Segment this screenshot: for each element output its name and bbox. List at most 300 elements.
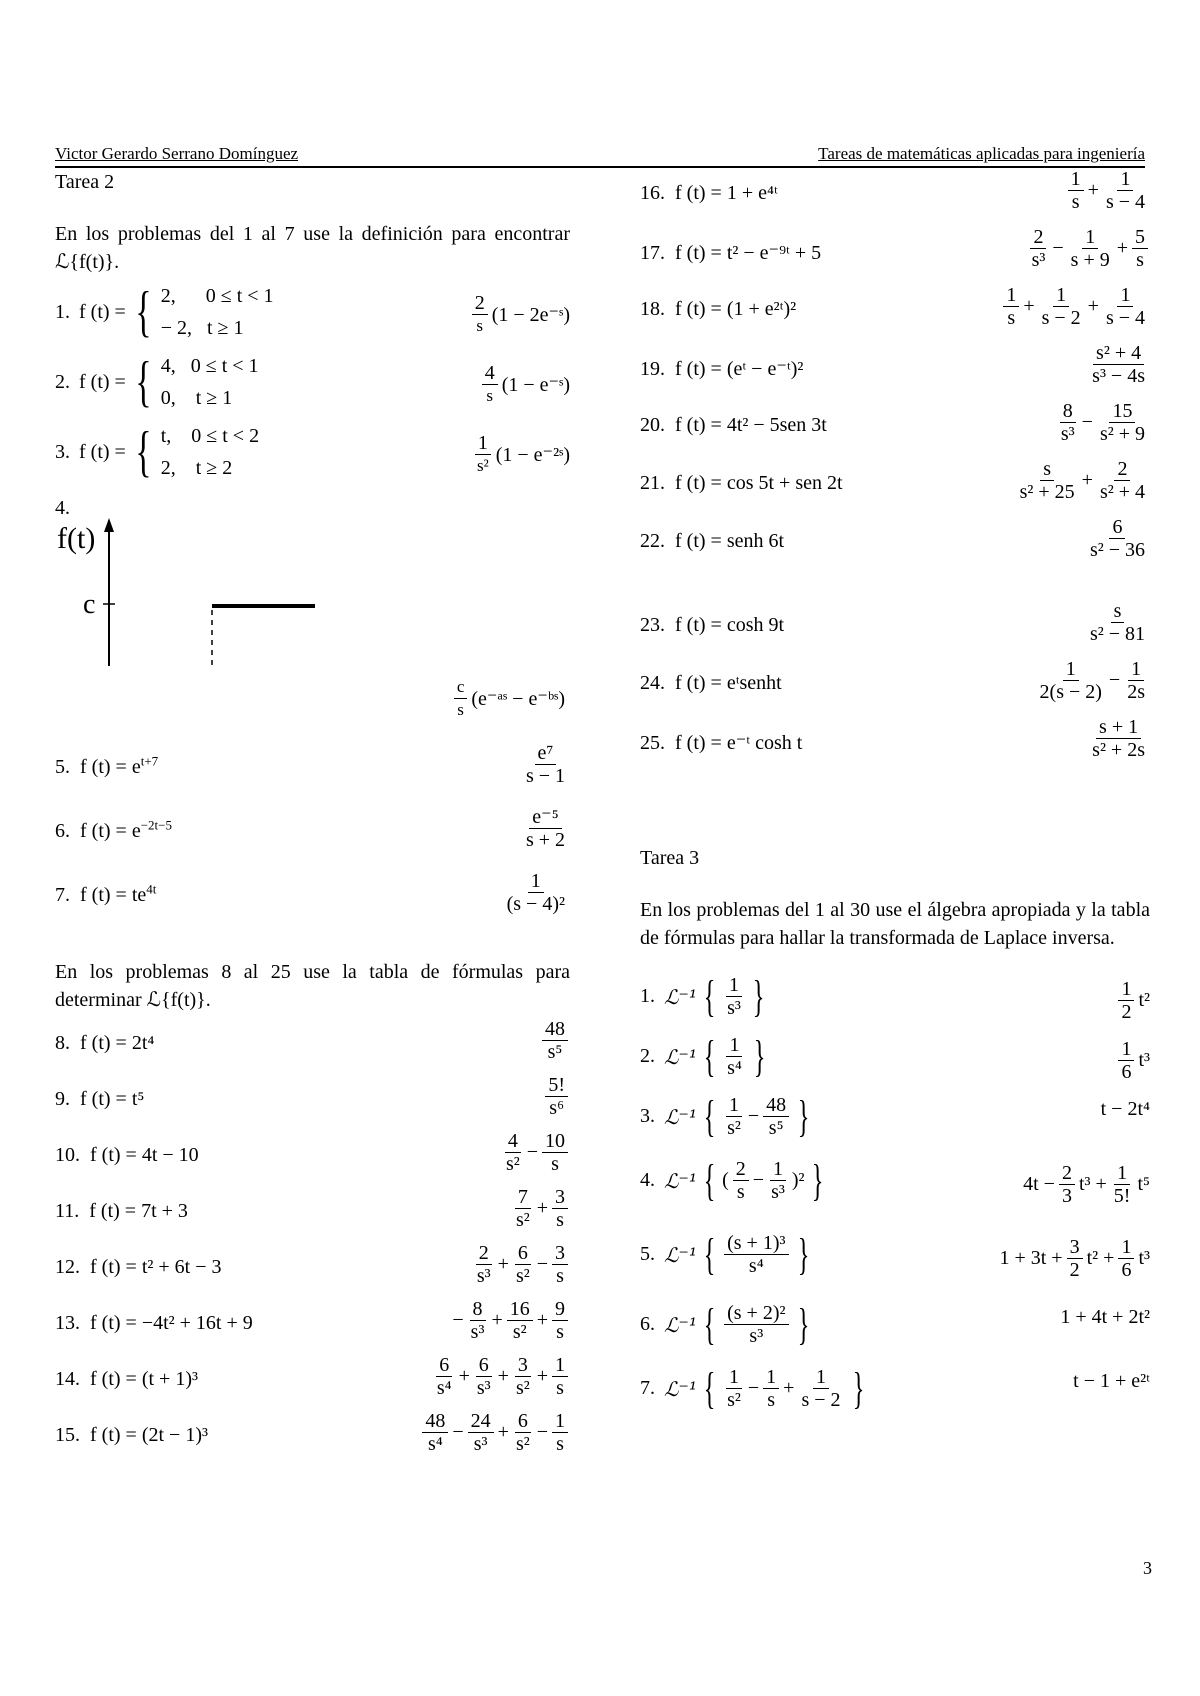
problem-label [640,1091,814,1141]
ans-num: 1 [528,870,544,893]
problem-label [640,672,782,695]
denominator: 2 [1121,1001,1132,1023]
numerator: s [1111,600,1125,623]
fraction [468,1410,494,1455]
inverse-problem-q1 [640,971,1150,1034]
numerator: 5! [545,1074,568,1097]
numerator: 24 [468,1410,494,1433]
numerator: 4 [505,1130,521,1153]
problem-label [640,1229,814,1279]
graph-ylabel: f(t) [57,522,96,555]
numerator: 1 [1063,658,1079,681]
inverse-problem-q3 [640,1091,1150,1154]
ans-den: s − 1 [525,765,565,787]
num: 11. [55,1200,80,1222]
fraction [724,1094,744,1139]
fraction [513,1354,533,1399]
answer [511,1186,570,1231]
operator: − [536,1421,548,1443]
operator: )² [791,1169,805,1191]
answer [452,1298,570,1343]
problem-p22 [640,516,1150,572]
lhs: f (t) = [79,300,126,323]
fraction [724,974,744,1019]
course-title: Tareas de matemáticas aplicadas para ingeniería [818,144,1145,163]
numerator: 2 [1114,458,1130,481]
numerator: 1 [552,1410,568,1433]
problem-label [55,1088,144,1111]
answer [1023,1162,1150,1207]
function: f (t) = (t + 1)³ [90,1368,198,1390]
left-brace: { [703,1229,716,1279]
numerator: 6 [515,1410,531,1433]
problem-label [55,1032,154,1055]
fraction [798,1366,843,1411]
inverse-problem-q2 [640,1031,1150,1094]
answer [480,362,570,407]
ans-num: 2 [472,292,488,315]
denominator: s² [515,1377,530,1399]
problem-p16 [640,168,1150,224]
numerator: 2 [733,1158,749,1181]
numerator: 1 [1128,658,1144,681]
inner-expression [722,1158,804,1203]
problem-label [55,1424,208,1447]
operator: − [452,1309,464,1331]
fraction [1087,600,1148,645]
graph-clabel: c [83,589,96,620]
operator: + [497,1421,509,1443]
operator: + [1081,469,1093,491]
author-name: Victor Gerardo Serrano Domínguez [55,144,299,163]
num: 24. [640,672,665,694]
ans-num: 1 [475,432,491,455]
denominator: s² − 36 [1089,539,1145,561]
problem-label [640,1363,869,1413]
denominator: 6 [1121,1259,1132,1281]
num: 10. [55,1144,80,1166]
problem-6 [55,806,570,866]
num: 6. [55,820,70,842]
denominator: s⁴ [727,1057,742,1079]
fraction [733,1158,749,1203]
answer [1027,226,1150,271]
case-2: 0, t ≥ 1 [160,387,233,409]
denominator: s² [727,1117,741,1139]
operator: − [752,1169,765,1191]
num: 5. [640,1243,655,1265]
denominator: 6 [1121,1061,1132,1083]
inverse-problem-q5 [640,1229,1150,1292]
fraction [768,1158,788,1203]
num: 18. [640,298,665,320]
answer [1056,400,1150,445]
left-brace: { [703,1031,716,1081]
problem-p12 [55,1242,570,1298]
inverse-problem-q7 [640,1363,1150,1426]
problem-label [640,614,784,637]
denominator: s² [505,1153,520,1175]
left-column [55,168,570,1528]
fraction [724,1034,745,1079]
problem-label [640,356,803,381]
num: 12. [55,1256,80,1278]
inner-expression [722,974,746,1019]
left-brace: { [703,1091,716,1141]
term: t³ [1138,1049,1150,1071]
inverse-laplace-operator: ℒ⁻¹ [664,1044,697,1069]
problem-label [640,530,784,553]
fraction [513,1186,533,1231]
brace: { [135,351,152,413]
inverse-problem-q6 [640,1299,1150,1362]
ans-num: c [454,676,468,699]
numerator: 1 [552,1354,568,1377]
case-1: t, 0 ≤ t < 2 [160,425,260,447]
inverse-laplace-operator: ℒ⁻¹ [664,1242,697,1267]
fraction [552,1298,568,1343]
fraction [1058,400,1078,445]
numerator: 3 [515,1354,531,1377]
numerator: 48 [422,1410,448,1433]
function: f (t) = 4t² − 5sen 3t [675,414,827,436]
denominator: s + 9 [1070,249,1110,271]
operator: + [497,1253,509,1275]
operator: + [1023,295,1035,317]
denominator: s [556,1377,564,1399]
left-brace: { [703,1155,716,1205]
fraction [1039,284,1084,329]
problem-label [55,1144,199,1167]
step-function-graph [55,516,355,676]
fraction [468,1298,488,1343]
fraction [1003,284,1019,329]
denominator: 2(s − 2) [1039,681,1102,703]
answer [1101,1098,1150,1121]
right-brace: } [797,1299,809,1349]
numerator: 1 [1117,168,1133,191]
numerator: 1 [1118,1236,1134,1259]
answer [1085,600,1150,645]
fraction [1118,978,1134,1023]
inverse-laplace-operator: ℒ⁻¹ [664,1376,697,1401]
problem-5 [55,742,570,802]
case-1: 2, 0 ≤ t < 1 [160,285,274,307]
numerator: 2 [1059,1162,1075,1185]
denominator: s⁵ [768,1117,784,1139]
operator: + [1087,295,1099,317]
numerator: 2 [476,1242,492,1265]
left-brace: { [703,1299,716,1349]
numerator: 1 [813,1366,829,1389]
problem-p8 [55,1018,570,1074]
function: f (t) = eᵗsenht [675,672,782,694]
numerator: 1 [1082,226,1098,249]
problem-label [640,298,796,321]
fraction [474,1242,494,1287]
function: f (t) = 1 + e⁴ᵗ [675,182,778,204]
problem-label [55,1368,198,1391]
denominator: s [767,1389,776,1411]
numerator: (s + 2)² [724,1302,788,1325]
denominator: s [556,1433,564,1455]
case-2: − 2, t ≥ 1 [160,317,244,339]
answer [540,1018,570,1063]
function: f (t) = −4t² + 16t + 9 [90,1312,253,1334]
fraction [1068,168,1084,213]
fraction [1103,168,1148,213]
intro-tarea3: En los problemas del 1 al 30 use el álgebra apropiada y la tabla de fórmulas para hallar la transformada de Laplace inversa. [640,899,1150,949]
exp: 4t [146,881,157,897]
fraction [1132,226,1148,271]
fraction [1068,226,1113,271]
case-2: 2, t ≥ 2 [160,457,233,479]
inner-expression [722,1034,747,1079]
ans-rest: (1 − 2e⁻ˢ) [491,304,570,326]
left-brace: { [703,1363,716,1413]
numerator: 7 [515,1186,531,1209]
num: 19. [640,358,665,380]
cases [161,350,259,414]
numerator: 1 [1053,284,1069,307]
problem-label [55,1256,221,1279]
denominator: 2s [1127,681,1145,703]
problem-p18 [640,284,1150,340]
denominator: s − 2 [1041,307,1081,329]
numerator: 6 [1109,516,1125,539]
right-brace: } [797,1091,810,1141]
lhs: f (t) = te [80,884,147,906]
num: 16. [640,182,665,204]
denominator: 5! [1113,1185,1131,1207]
cases [161,280,274,344]
denominator: s³ [476,1265,491,1287]
denominator: s⁵ [547,1041,563,1063]
lhs: f (t) = e [80,820,141,842]
inverse-laplace-operator: ℒ⁻¹ [664,1168,697,1193]
answer [1060,1306,1150,1329]
answer [472,432,570,477]
fraction [507,1298,533,1343]
numerator: 3 [552,1186,568,1209]
term: t⁵ [1137,1173,1150,1195]
num: 2. [55,370,70,393]
num: 25. [640,732,665,754]
num: 5. [55,756,70,778]
inverse-problem-q4 [640,1155,1150,1218]
fraction [503,1130,523,1175]
denominator: s⁴ [436,1377,452,1399]
numerator: 1 [726,1034,742,1057]
problem-p24 [640,658,1150,714]
ans-den: s + 2 [525,829,565,851]
operator: + [783,1377,795,1399]
problem-p13 [55,1298,570,1354]
intro-1-7: En los problemas del 1 al 7 use la definición para encontrar ℒ{f(t)}. [55,223,570,273]
function: f (t) = t⁵ [80,1088,145,1110]
num: 2. [640,1045,655,1067]
num: 21. [640,472,665,494]
operator: − [452,1421,464,1443]
problem-7 [55,870,570,930]
term: t² [1138,989,1150,1011]
denominator: s² + 4 [1099,481,1145,503]
term: 1 + 3t + [999,1247,1063,1269]
ans-rest: (1 − e⁻²ˢ) [495,444,570,466]
fraction [422,1410,448,1455]
function: f (t) = 7t + 3 [89,1200,188,1222]
answer [543,1074,570,1119]
problem-label [640,1155,828,1205]
ans-den: s [486,386,494,405]
answer [1087,342,1150,387]
fraction [1037,658,1105,703]
fraction [1029,226,1049,271]
operator: − [1108,669,1121,691]
fraction [552,1410,568,1455]
fraction [1103,284,1148,329]
ans-den: (s − 4)² [506,893,565,915]
term: t − 2t⁴ [1100,1098,1150,1120]
denominator: s⁶ [549,1097,565,1119]
fraction [513,1242,533,1287]
num: 23. [640,614,665,636]
fraction [1059,1162,1075,1207]
function: f (t) = (2t − 1)³ [90,1424,208,1446]
problem-p21 [640,458,1150,514]
problem-1 [55,280,570,350]
problem-label [640,240,821,265]
numerator: 16 [507,1298,533,1321]
numerator: s + 1 [1096,716,1141,739]
fraction [763,1094,789,1139]
numerator: 1 [1118,978,1134,1001]
operator: − [747,1377,760,1399]
denominator: s [1136,249,1144,271]
answer [1073,1370,1150,1393]
num: 1. [640,985,655,1007]
ans-den: s [476,316,484,335]
numerator: 1 [726,1366,742,1389]
fraction [1111,1162,1134,1207]
fraction [1124,658,1148,703]
numerator: 6 [515,1242,531,1265]
tarea2-title: Tarea 2 [55,171,115,193]
fraction [1087,516,1148,561]
function: f (t) = 2t⁴ [80,1032,155,1054]
problem-p15 [55,1410,570,1466]
case-1: 4, 0 ≤ t < 1 [160,355,259,377]
fraction [1089,716,1148,761]
denominator: s − 4 [1105,307,1145,329]
num: 3. [55,440,70,463]
function: f (t) = t² + 6t − 3 [90,1256,222,1278]
fraction [1089,342,1148,387]
denominator: s³ [1060,423,1075,445]
problem-4-num: 4. [55,497,70,519]
fraction [724,1366,744,1411]
term: 4t − [1023,1173,1055,1195]
denominator: s² [727,1389,741,1411]
page-header [55,144,1145,168]
fraction [1097,458,1148,503]
inner-expression [722,1302,790,1347]
answer [999,1236,1150,1281]
operator: + [458,1365,470,1387]
inner-expression [722,1094,791,1139]
inner-expression [722,1232,790,1277]
fraction [474,1354,494,1399]
page-number: 3 [1143,1558,1152,1578]
numerator: 3 [1067,1236,1083,1259]
problem-p20 [640,400,1150,456]
brace: { [135,281,152,343]
numerator: s [1040,458,1054,481]
num: 13. [55,1312,80,1334]
denominator: s² [515,1433,530,1455]
num: 22. [640,530,665,552]
operator: + [536,1365,548,1387]
answer [1116,1038,1150,1083]
denominator: s [1071,191,1080,213]
denominator: s³ [727,997,741,1019]
fraction [1118,1236,1134,1281]
numerator: 1 [1068,168,1084,191]
num: 15. [55,1424,80,1446]
brace: { [135,421,152,483]
fraction [763,1366,779,1411]
ans-rest: (e⁻ᵃˢ − e⁻ᵇˢ) [471,688,565,710]
num: 20. [640,414,665,436]
function: f (t) = cosh 9t [675,614,785,636]
denominator: s² − 81 [1089,623,1145,645]
fraction [434,1354,455,1399]
lhs: f (t) = e [80,756,141,778]
operator: − [747,1105,760,1127]
answer [470,292,570,337]
left-brace: { [703,971,716,1021]
num: 1. [55,300,70,323]
fraction [545,1074,568,1119]
operator: − [1081,411,1093,433]
ans-rest: (1 − e⁻ˢ) [501,374,570,396]
numerator: s² + 4 [1093,342,1144,365]
num: 7. [55,884,70,906]
numerator: 48 [542,1018,568,1041]
problem-label [640,414,827,437]
right-brace: } [753,1031,766,1081]
numerator: 5 [1132,226,1148,249]
denominator: s [736,1181,745,1203]
numerator: 1 [726,1094,742,1117]
problem-p17 [640,226,1150,282]
problem-p23 [640,600,1150,656]
ans-den: s² [477,456,489,475]
num: 14. [55,1368,80,1390]
problem-4-answer [55,676,570,726]
fraction [724,1302,788,1347]
problem-label [640,1031,770,1081]
denominator: s [556,1321,564,1343]
ans-num: e⁻⁵ [529,806,561,829]
right-brace: } [852,1363,864,1413]
inverse-laplace-operator: ℒ⁻¹ [664,984,697,1009]
answer [1001,284,1150,329]
numerator: 6 [476,1354,492,1377]
term: t³ + [1078,1173,1107,1195]
intro-8-25: En los problemas 8 al 25 use la tabla de fórmulas para determinar ℒ{f(t)}. [55,961,570,1011]
term: t³ [1138,1247,1150,1269]
